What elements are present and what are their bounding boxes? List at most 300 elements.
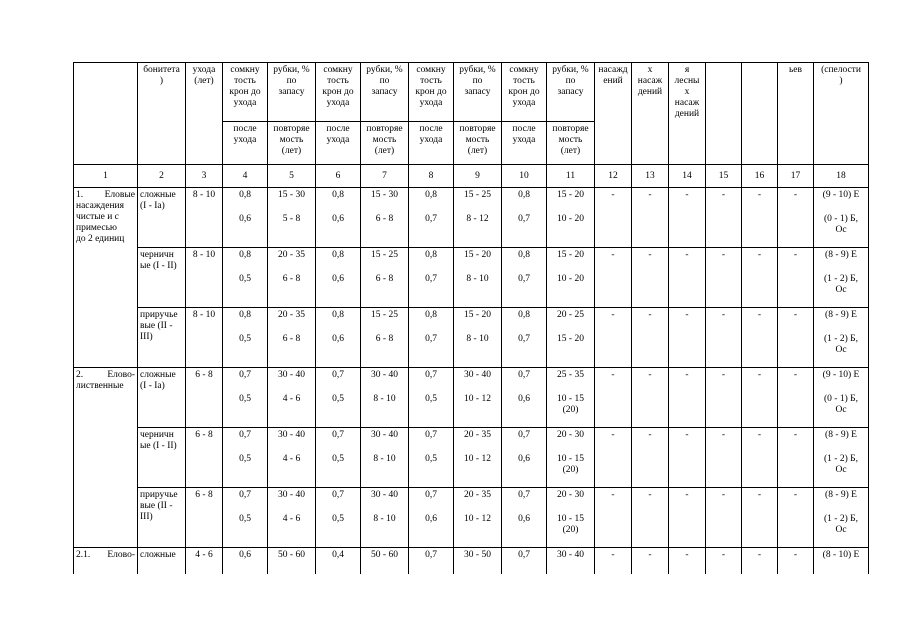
cell-value: 30 - 40: [278, 430, 305, 440]
cell-value: 10 - 12: [464, 394, 491, 404]
cell-value: 0,5: [239, 334, 251, 344]
dash-cell: -: [742, 188, 778, 248]
header-text: мость: [372, 135, 397, 145]
header-col-16: [742, 63, 778, 165]
forest-type: [138, 428, 186, 488]
density-value: [223, 188, 268, 248]
density-value: [409, 548, 454, 575]
cell-value: 0,6: [518, 394, 530, 404]
cell-value: 0,8: [518, 250, 530, 260]
cutting-value: [547, 548, 595, 575]
cell-value: 15 - 25: [464, 190, 491, 200]
dash-cell: -: [595, 488, 632, 548]
cell-value: 0,5: [332, 454, 344, 464]
cell-value: 10 - 20: [557, 214, 584, 224]
header-cutting-percent: [361, 63, 409, 122]
cutting-value: [268, 188, 316, 248]
cell-value: 8 - 10: [466, 274, 489, 284]
header-text: по: [379, 76, 390, 86]
header-text: запасу: [557, 87, 584, 97]
density-value: [409, 188, 454, 248]
cell-value: 0,7: [425, 370, 437, 380]
header-text: мость: [465, 135, 490, 145]
header-repeat-years: [268, 122, 316, 165]
header-text: по: [286, 76, 297, 86]
column-number: 9: [454, 165, 502, 188]
cell-value: 0,8: [239, 250, 251, 260]
header-density-after: [409, 122, 454, 165]
column-number: 4: [223, 165, 268, 188]
composition-line: (0 - 1) Б,: [824, 394, 858, 404]
cutting-value: [547, 428, 595, 488]
composition-line: (1 - 2) Б,: [824, 454, 858, 464]
column-number: 16: [742, 165, 778, 188]
header-density-after: [502, 122, 547, 165]
cell-value: 15 - 20: [557, 334, 584, 344]
header-text: запасу: [278, 87, 305, 97]
composition-line: (9 - 10) Е: [822, 370, 860, 380]
cell-value: 0,7: [332, 430, 344, 440]
group-name-line: лиственные: [76, 381, 124, 391]
forest-type-line: сложные: [140, 550, 176, 560]
cutting-value: [361, 488, 409, 548]
density-value: [502, 248, 547, 308]
cutting-value: [268, 428, 316, 488]
header-text: ухода: [512, 98, 536, 108]
cell-value: 20 - 35: [278, 310, 305, 320]
dash-cell: -: [706, 188, 742, 248]
cutting-value: [361, 188, 409, 248]
column-number: 11: [547, 165, 595, 188]
dash-cell: -: [632, 308, 669, 368]
species-composition: [814, 428, 869, 488]
density-value: [502, 188, 547, 248]
column-number: 12: [595, 165, 632, 188]
dash-cell: -: [595, 308, 632, 368]
density-value: [502, 488, 547, 548]
composition-line: (1 - 2) Б,: [824, 274, 858, 284]
header-text: по: [472, 76, 483, 86]
column-number: 18: [814, 165, 869, 188]
dash-cell: -: [595, 188, 632, 248]
group-name-line: чистые и с: [76, 212, 119, 222]
forest-type-line: вые (II -: [140, 501, 173, 511]
column-number: 13: [632, 165, 669, 188]
header-text: ухода: [419, 98, 443, 108]
cell-value: 0,7: [425, 334, 437, 344]
header-cutting-percent: [268, 63, 316, 122]
cell-value: 0,7: [239, 370, 251, 380]
column-number: 2: [138, 165, 186, 188]
dash-cell: -: [778, 548, 814, 575]
cell-value: 6 - 8: [375, 334, 394, 344]
column-number: 14: [669, 165, 706, 188]
density-value: [223, 248, 268, 308]
density-value: [316, 308, 361, 368]
cutting-value: [547, 308, 595, 368]
header-col-12: [595, 63, 632, 165]
cell-value: 20 - 30: [557, 430, 584, 440]
cell-value: 0,6: [332, 274, 344, 284]
dash-cell: -: [706, 488, 742, 548]
cell-value: 15 - 25: [371, 250, 398, 260]
header-text: после: [512, 124, 536, 134]
cell-value: 25 - 35: [557, 370, 584, 380]
header-text: (лет): [281, 146, 302, 156]
density-value: [502, 368, 547, 428]
composition-line: (0 - 1) Б,: [824, 214, 858, 224]
header-repeat-years: [361, 122, 409, 165]
group-name-line: насаждения: [76, 201, 125, 211]
cell-value: 0,8: [518, 190, 530, 200]
header-text: крон до: [508, 87, 540, 97]
cutting-value: [268, 248, 316, 308]
header-text: крон до: [229, 87, 261, 97]
forest-type-line: черничн: [140, 250, 174, 260]
cell-value: 0,8: [425, 250, 437, 260]
cutting-value: [268, 368, 316, 428]
cutting-value: [361, 428, 409, 488]
cutting-value: [268, 548, 316, 575]
forest-type-line: III): [140, 332, 153, 342]
species-composition: [814, 248, 869, 308]
group-name-line: 2.1. Елово-: [76, 550, 135, 560]
cell-value: 0,6: [332, 214, 344, 224]
header-density-before: [502, 63, 547, 122]
cell-value: 15 - 20: [464, 310, 491, 320]
dash-cell: -: [778, 248, 814, 308]
header-care-period: [186, 63, 223, 165]
dash-cell: -: [742, 248, 778, 308]
composition-line: (8 - 9) Е: [825, 430, 857, 440]
cutting-value: [547, 188, 595, 248]
cell-value: 4 - 6: [282, 514, 301, 524]
density-value: [409, 488, 454, 548]
cell-value: 15 - 20: [557, 250, 584, 260]
table-row: [74, 428, 869, 488]
cell-value: 0,8: [425, 190, 437, 200]
composition-line: (8 - 9) Е: [825, 310, 857, 320]
density-value: [223, 308, 268, 368]
header-repeat-years: [547, 122, 595, 165]
species-composition: (8 - 10) Е: [814, 548, 869, 575]
group-name: [74, 368, 138, 548]
dash-cell: -: [632, 428, 669, 488]
cell-value: 0,7: [518, 334, 530, 344]
column-number: 1: [74, 165, 138, 188]
column-number: 7: [361, 165, 409, 188]
header-text: дений: [637, 87, 663, 97]
cell-value: 30 - 40: [278, 370, 305, 380]
header-text: (лет): [560, 146, 581, 156]
header-text: ений: [603, 76, 623, 86]
dash-cell: -: [742, 308, 778, 368]
density-value: [409, 368, 454, 428]
density-value: [316, 488, 361, 548]
composition-line: Ос: [835, 405, 847, 415]
cutting-value: [361, 308, 409, 368]
forest-type-line: III): [140, 512, 153, 522]
header-text: тость: [327, 76, 349, 86]
cell-value: 0,7: [425, 274, 437, 284]
cell-value: 30 - 40: [371, 490, 398, 500]
dash-cell: -: [706, 548, 742, 575]
dash-cell: -: [595, 248, 632, 308]
dash-cell: -: [669, 248, 706, 308]
dash-cell: -: [706, 428, 742, 488]
table-row: [74, 548, 869, 575]
composition-line: (8 - 9) Е: [825, 490, 857, 500]
species-composition: [814, 488, 869, 548]
cell-value: 20 - 30: [557, 490, 584, 500]
header-col-15: [706, 63, 742, 165]
header-text: тость: [513, 76, 535, 86]
cutting-value: [454, 548, 502, 575]
composition-line: Ос: [835, 345, 847, 355]
header-text: ухода: [233, 135, 257, 145]
cell-value: 10 - 20: [557, 274, 584, 284]
forest-type: [138, 548, 186, 575]
cell-value: 10 - 15: [557, 454, 584, 464]
header-col-13: [632, 63, 669, 165]
forest-type: [138, 308, 186, 368]
header-text: после: [419, 124, 443, 134]
density-value: [316, 248, 361, 308]
cell-value: 0,6: [518, 454, 530, 464]
forest-type-line: сложные: [140, 370, 176, 380]
column-number: 6: [316, 165, 361, 188]
group-name-line: 1. Еловые: [76, 190, 135, 200]
composition-line: (1 - 2) Б,: [824, 334, 858, 344]
dash-cell: -: [778, 368, 814, 428]
header-cell-1: [74, 63, 138, 165]
cutting-value: [361, 248, 409, 308]
header-text: лесны: [674, 76, 700, 86]
header-text: запасу: [371, 87, 398, 97]
cutting-value: [454, 308, 502, 368]
header-text: мость: [279, 135, 304, 145]
dash-cell: -: [706, 248, 742, 308]
cutting-value: [547, 368, 595, 428]
cell-value: 20 - 35: [464, 490, 491, 500]
header-text: тость: [234, 76, 256, 86]
cutting-value: [268, 308, 316, 368]
dash-cell: -: [742, 488, 778, 548]
cell-value: 0,7: [425, 490, 437, 500]
column-number: 10: [502, 165, 547, 188]
forest-type: [138, 188, 186, 248]
cell-value: 6 - 8: [282, 334, 301, 344]
header-text: повторяе: [552, 124, 589, 134]
header-text: ухода: [419, 135, 443, 145]
header-text: рубки, %: [366, 65, 403, 75]
cell-value: 15 - 25: [371, 310, 398, 320]
forest-type-line: вые (II -: [140, 321, 173, 331]
cell-value: 0,6: [518, 514, 530, 524]
cutting-value: [454, 188, 502, 248]
cell-value: 0,5: [425, 454, 437, 464]
header-text: после: [326, 124, 350, 134]
header-text: насажд: [598, 65, 628, 75]
header-text: крон до: [415, 87, 447, 97]
care-period: 6 - 8: [186, 368, 223, 428]
column-number: 3: [186, 165, 223, 188]
cell-value: 0,7: [425, 550, 437, 560]
dash-cell: -: [632, 488, 669, 548]
care-period: 6 - 8: [186, 488, 223, 548]
dash-cell: -: [632, 248, 669, 308]
cell-value: 20 - 35: [278, 250, 305, 260]
cell-value: 0,8: [332, 310, 344, 320]
cell-value: 6 - 8: [375, 214, 394, 224]
cutting-value: [454, 488, 502, 548]
header-density-after: [223, 122, 268, 165]
forest-type-line: (I - Ia): [140, 201, 165, 211]
cell-value: 0,5: [332, 394, 344, 404]
cell-value: 4 - 6: [282, 454, 301, 464]
forest-type-line: (I - Ia): [140, 381, 165, 391]
column-number: 8: [409, 165, 454, 188]
header-text: (спелости: [821, 65, 861, 75]
header-text: бонитета: [143, 65, 180, 75]
density-value: [316, 428, 361, 488]
header-text: сомкну: [416, 65, 446, 75]
cutting-value: [268, 488, 316, 548]
cell-value: 6 - 8: [282, 274, 301, 284]
dash-cell: -: [632, 188, 669, 248]
dash-cell: -: [778, 308, 814, 368]
header-col-14: [669, 63, 706, 165]
dash-cell: -: [595, 428, 632, 488]
care-period: 8 - 10: [186, 308, 223, 368]
table-row: [74, 488, 869, 548]
group-name-line: 2. Елово-: [76, 370, 135, 380]
cell-value: 0,8: [518, 310, 530, 320]
care-period: 8 - 10: [186, 188, 223, 248]
cell-value: 0,7: [518, 550, 530, 560]
group-name-line: примесью: [76, 223, 118, 233]
cell-value: 0,6: [425, 514, 437, 524]
cell-value: 30 - 40: [278, 490, 305, 500]
header-text: по: [565, 76, 576, 86]
header-text: повторяе: [459, 124, 496, 134]
cutting-value: [547, 488, 595, 548]
composition-line: Ос: [835, 285, 847, 295]
cell-value: 6 - 8: [375, 274, 394, 284]
density-value: [502, 548, 547, 575]
cell-value: 0,7: [518, 490, 530, 500]
header-cutting-percent: [547, 63, 595, 122]
cell-value: 0,6: [239, 550, 251, 560]
cell-value: 8 - 10: [373, 514, 396, 524]
forest-type-line: приручье: [140, 490, 178, 500]
forest-type-line: черничн: [140, 430, 174, 440]
density-value: [502, 428, 547, 488]
composition-line: (9 - 10) Е: [822, 190, 860, 200]
cell-value: 0,7: [332, 490, 344, 500]
cell-value: (20): [562, 465, 579, 475]
density-value: [223, 548, 268, 575]
cell-value: 0,8: [332, 250, 344, 260]
cutting-value: [361, 548, 409, 575]
dash-cell: -: [778, 188, 814, 248]
header-cutting-percent: [454, 63, 502, 122]
forest-type-line: ые (I - II): [140, 261, 177, 271]
density-value: [409, 308, 454, 368]
forest-type: [138, 248, 186, 308]
cell-value: 10 - 15: [557, 394, 584, 404]
cell-value: 0,5: [239, 394, 251, 404]
cell-value: 10 - 12: [464, 454, 491, 464]
forest-type: [138, 488, 186, 548]
header-repeat-years: [454, 122, 502, 165]
header-text: (лет): [194, 76, 214, 86]
header-density-after: [316, 122, 361, 165]
cell-value: 0,8: [425, 310, 437, 320]
density-value: [316, 188, 361, 248]
cell-value: 0,7: [239, 490, 251, 500]
dash-cell: -: [742, 368, 778, 428]
cell-value: 0,7: [518, 370, 530, 380]
cell-value: 15 - 30: [278, 190, 305, 200]
cell-value: 0,7: [518, 274, 530, 284]
column-number: 15: [706, 165, 742, 188]
dash-cell: -: [742, 428, 778, 488]
dash-cell: -: [706, 368, 742, 428]
composition-line: Ос: [835, 465, 847, 475]
cell-value: 8 - 10: [373, 394, 396, 404]
composition-line: Ос: [835, 525, 847, 535]
header-text: х: [647, 65, 653, 75]
header-text: мость: [558, 135, 583, 145]
cell-value: 0,5: [239, 454, 251, 464]
header-density-before: [223, 63, 268, 122]
cell-value: 50 - 60: [371, 550, 398, 560]
dash-cell: -: [778, 428, 814, 488]
composition-line: Ос: [835, 225, 847, 235]
group-name: [74, 188, 138, 368]
cell-value: 0,5: [239, 514, 251, 524]
density-value: [409, 248, 454, 308]
data-table: [73, 62, 869, 574]
cell-value: 10 - 15: [557, 514, 584, 524]
dash-cell: -: [669, 548, 706, 575]
cell-value: 0,6: [332, 334, 344, 344]
cell-value: 0,4: [332, 550, 344, 560]
header-density-before: [316, 63, 361, 122]
table-row: [74, 248, 869, 308]
column-number: 17: [778, 165, 814, 188]
cell-value: 0,6: [239, 214, 251, 224]
cell-value: 0,5: [425, 394, 437, 404]
dash-cell: -: [669, 428, 706, 488]
density-value: [223, 488, 268, 548]
cell-value: 30 - 40: [371, 430, 398, 440]
forest-type-line: приручье: [140, 310, 178, 320]
dash-cell: -: [669, 308, 706, 368]
cutting-value: [361, 368, 409, 428]
dash-cell: -: [595, 368, 632, 428]
column-number: 5: [268, 165, 316, 188]
header-text: тость: [420, 76, 442, 86]
cell-value: 0,7: [518, 430, 530, 440]
cell-value: 0,7: [518, 214, 530, 224]
cell-value: 5 - 8: [282, 214, 301, 224]
care-period: 4 - 6: [186, 548, 223, 575]
group-name: [74, 548, 138, 575]
header-text: ): [839, 76, 843, 86]
header-density-before: [409, 63, 454, 122]
